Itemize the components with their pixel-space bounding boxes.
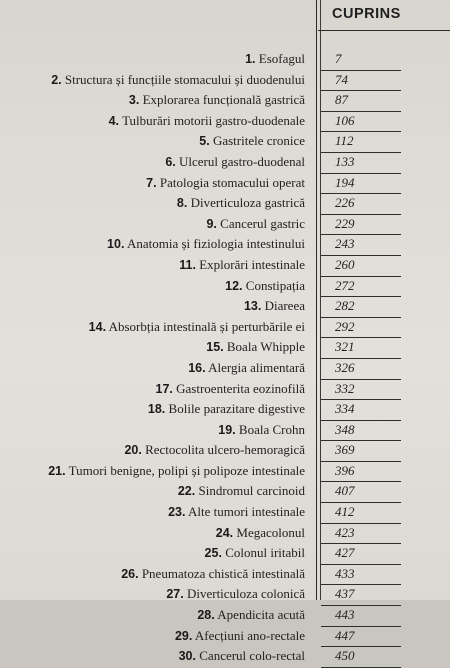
page-number: 369 [335,442,355,458]
page-number: 112 [335,133,354,149]
chapter-title-text: Sindromul carcinoid [198,483,305,499]
toc-entry [0,193,450,214]
chapter-title-text: Ulcerul gastro-duodenal [179,153,305,169]
chapter-number: 28. [197,608,215,623]
page-cell [321,358,401,380]
chapter-number: 19. [218,422,236,437]
chapter-title [218,420,305,441]
table-of-contents [0,49,450,667]
chapter-number: 20. [124,443,142,458]
page-cell [321,440,401,462]
page-cell [321,90,401,112]
page-number: 348 [335,421,355,437]
header-rule [318,30,450,31]
chapter-title [244,296,305,317]
chapter-title-text: Constipația [245,277,305,293]
chapter-title [146,173,305,194]
chapter-number: 17. [155,381,173,396]
chapter-title-text: Colonul iritabil [225,545,305,561]
page-number: 321 [335,339,355,355]
chapter-title [48,461,305,482]
chapter-title [175,626,305,647]
toc-entry [0,461,450,482]
page-number: 412 [335,504,355,520]
chapter-title-text: Diverticuloza colonică [186,586,305,602]
chapter-number: 16. [188,360,206,375]
toc-entry [0,564,450,585]
toc-entry [0,111,450,132]
chapter-title [107,234,305,255]
toc-entry [0,502,450,523]
toc-entry [0,49,450,70]
page-cell [321,49,401,71]
page-cell [321,626,401,648]
page-number: 437 [335,586,355,602]
page-number: 334 [335,401,355,417]
page-number: 133 [335,153,355,169]
chapter-title [168,502,305,523]
toc-entry [0,379,450,400]
chapter-title-text: Tumori benigne, polipi și polipoze intestinale [68,462,305,478]
chapter-title [177,193,305,214]
page-cell [321,234,401,256]
chapter-title-text: Afecțiuni ano-rectale [194,627,305,643]
chapter-title-text: Anatomia și fiziologia intestinului [126,236,305,252]
chapter-number: 9. [206,216,217,231]
toc-entry [0,234,450,255]
page-cell [321,152,401,174]
chapter-title-text: Gastritele cronice [212,133,305,149]
chapter-title [165,152,305,173]
chapter-number: 5. [199,134,210,149]
chapter-title [199,131,305,152]
chapter-title [188,358,305,379]
page-number: 74 [335,71,348,87]
chapter-number: 6. [165,154,176,169]
chapter-title [178,481,305,502]
chapter-title [197,605,305,626]
chapter-title [166,584,305,605]
page-number: 423 [335,524,355,540]
toc-entry [0,399,450,420]
chapter-number: 21. [48,463,66,478]
page-cell [321,255,401,277]
chapter-title-text: Explorarea funcțională gastrică [142,92,305,108]
chapter-number: 4. [108,113,120,128]
chapter-title [225,276,305,297]
page-number: 450 [335,648,355,664]
chapter-title-text: Tulburări motorii gastro-duodenale [122,112,305,128]
chapter-title-text: Esofagul [258,51,305,66]
page-number: 407 [335,483,355,499]
page-cell [321,214,401,236]
page-number: 326 [335,359,355,375]
page-number: 292 [335,318,355,334]
toc-entry [0,317,450,338]
toc-entry [0,420,450,441]
toc-entry [0,337,450,358]
chapter-title-text: Gastroenterita eozinofilă [176,380,305,396]
chapter-title [156,379,306,400]
toc-entry [0,481,450,502]
chapter-number: 27. [166,587,184,602]
page-cell [321,646,401,668]
toc-entry [0,543,450,564]
page-number: 396 [335,462,355,478]
toc-entry [0,523,450,544]
chapter-title [89,317,305,338]
page-number: 272 [335,277,355,293]
page-number: 243 [335,236,355,252]
page-cell [321,296,401,318]
chapter-number: 7. [146,175,157,190]
page-number: 106 [335,112,355,128]
page-number: 229 [335,215,355,231]
chapter-title [205,543,305,564]
chapter-title-text: Cancerul colo-rectal [199,648,305,664]
chapter-number: 8. [176,196,188,211]
chapter-title [216,523,305,544]
chapter-title-text: Boala Whipple [226,339,305,355]
chapter-title [129,90,305,111]
chapter-number: 12. [225,278,243,293]
chapter-title-text: Megacolonul [236,524,305,540]
page-cell [321,131,401,153]
toc-entry [0,440,450,461]
chapter-title-text: Explorări intestinale [199,256,305,272]
page-cell [321,502,401,524]
chapter-title-text: Diverticuloza gastrică [190,195,305,211]
page-number: 226 [335,195,355,211]
chapter-number: 11. [179,257,196,272]
chapter-number: 22. [177,484,196,499]
chapter-title-text: Patologia stomacului operat [159,174,305,190]
chapter-title-text: Cancerul gastric [220,215,305,231]
page-number: 7 [335,51,342,66]
page-number: 447 [335,627,355,643]
page-number: 433 [335,565,355,581]
chapter-title [109,111,305,132]
chapter-title [206,214,305,235]
toc-entry [0,358,450,379]
toc-entry [0,646,450,667]
toc-entry [0,605,450,626]
chapter-title-text: Pneumatoza chistică intestinală [141,565,305,581]
page-number: 443 [335,607,355,623]
toc-entry [0,90,450,111]
page-number: 260 [335,256,355,272]
chapter-title-text: Bolile parazitare digestive [168,401,305,417]
chapter-title-text: Diareea [264,298,305,314]
chapter-number: 25. [204,546,222,561]
page-number: 332 [335,380,355,396]
chapter-title [148,399,305,420]
chapter-number: 18. [147,402,166,417]
chapter-number: 23. [168,505,186,520]
page-cell [321,481,401,503]
page-cell [321,173,401,195]
toc-entry [0,276,450,297]
toc-entry [0,584,450,605]
contents-header [318,0,450,30]
page-number: 194 [335,174,355,190]
toc-entry [0,214,450,235]
page-cell [321,379,401,401]
chapter-number: 15. [206,340,224,355]
page-cell [321,276,401,298]
chapter-title [179,646,305,667]
chapter-title-text: Structura și funcțiile stomacului și duodenului [64,71,305,87]
page-cell [321,461,401,483]
chapter-title [206,337,305,358]
chapter-title-text: Rectocolita ulcero-hemoragică [145,442,305,458]
page-cell [321,564,401,586]
chapter-number: 1. [245,52,256,66]
chapter-title-text: Absorbția intestinală și perturbările ei [108,318,305,334]
chapter-title [124,440,305,461]
chapter-title-text: Alte tumori intestinale [188,504,305,520]
page-cell [321,399,401,421]
page-cell [321,111,401,133]
chapter-title [179,255,305,276]
toc-entry [0,152,450,173]
page-cell [321,584,401,606]
page-number: 282 [335,298,355,314]
chapter-title-text: Boala Crohn [238,421,305,437]
chapter-number: 30. [178,649,196,664]
chapter-title [245,49,305,70]
page-cell [321,193,401,215]
toc-entry [0,131,450,152]
chapter-number: 3. [128,93,140,108]
page-cell [321,420,401,442]
chapter-number: 29. [174,628,193,643]
chapter-number: 2. [51,72,62,87]
toc-entry [0,296,450,317]
page-cell [321,543,401,565]
chapter-number: 13. [243,299,262,314]
toc-entry [0,626,450,647]
page-cell [321,523,401,545]
chapter-title-text: Apendicita acută [217,607,305,623]
page-number: 427 [335,545,355,561]
chapter-title-text: Alergia alimentară [208,359,305,375]
chapter-number: 14. [88,319,107,334]
page-cell [321,337,401,359]
toc-entry [0,255,450,276]
chapter-number: 24. [215,525,234,540]
page-number: 87 [335,92,348,108]
page-cell [321,317,401,339]
toc-entry [0,70,450,91]
toc-entry [0,173,450,194]
chapter-title [51,70,305,91]
chapter-number: 26. [121,566,139,581]
chapter-number: 10. [107,237,125,252]
chapter-title [121,564,305,585]
page-cell [321,70,401,92]
contents-title: CUPRINS [332,6,401,22]
page-cell [321,605,401,627]
